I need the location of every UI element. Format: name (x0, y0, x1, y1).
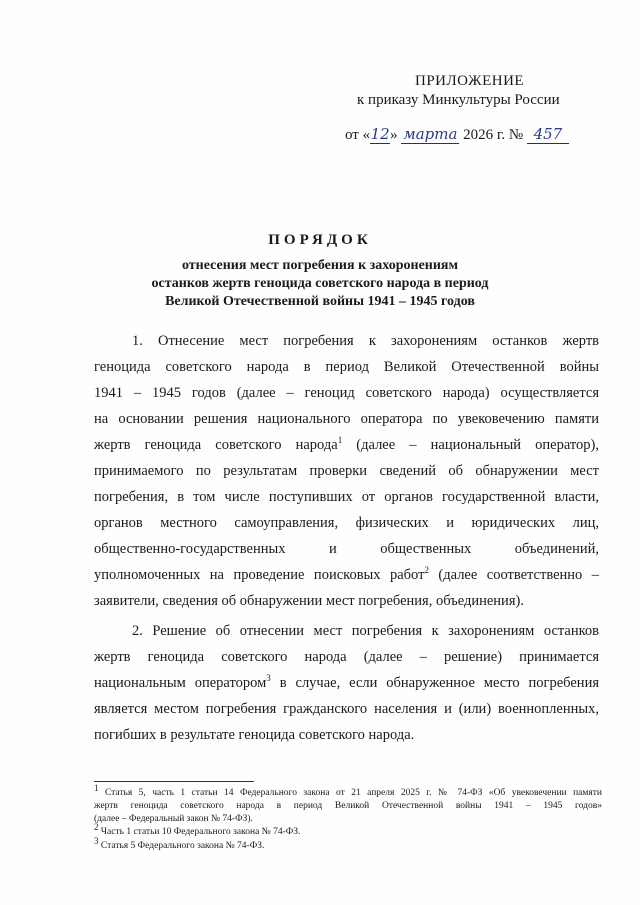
paragraph-line: 2. Решение об отнесении мест погребения к захоронениям останков (132, 623, 599, 639)
line-text: жертв геноцида советского народа (94, 437, 338, 453)
paragraph-line-with-footnote (94, 674, 599, 692)
appendix-label: ПРИЛОЖЕНИЕ (415, 73, 525, 89)
paragraph-line: погребения, в том числе поступивших от органов государственной власти, (94, 489, 599, 505)
handwritten-order-number: 457 (527, 125, 569, 144)
footnote-text: Статья 5 Федерального закона № 74-ФЗ. (100, 841, 265, 851)
footnote-1-continuation: (далее – Федеральный закон № 74-ФЗ). (94, 814, 253, 824)
footnote-ref-3[interactable]: 3 (266, 673, 271, 684)
subtitle-line: отнесения мест погребения к захоронениям (181, 258, 459, 273)
date-quote-close: » (390, 127, 398, 143)
line-text: уполномоченных на проведение поисковых работ (94, 567, 425, 583)
line-text: в случае, если обнаруженное место погребения (279, 675, 599, 691)
footnote-1 (94, 782, 602, 799)
subtitle-line: Великой Отечественной войны 1941 – 1945 годов (165, 294, 475, 309)
line-text: национальным оператором (94, 675, 267, 691)
footnote-ref-1[interactable]: 1 (337, 435, 343, 446)
handwritten-month: марта (403, 125, 458, 143)
footnote-divider (94, 781, 254, 782)
footnote-2 (94, 821, 602, 838)
line-text: (далее – национальный оператор), (356, 437, 599, 453)
paragraph-line: принимаемого по результатам проверки сведений об обнаружении мест (94, 463, 599, 479)
paragraph-line: геноцида советского народа в период Великой Отечественной войны (94, 359, 599, 375)
handwritten-day: 12 (370, 125, 390, 143)
paragraph-line: жертв геноцида советского народа (далее – решение) принимается (94, 649, 599, 665)
footnote-3 (94, 835, 602, 852)
paragraph-line: на основании решения национального оператора по увековечению памяти (94, 411, 599, 427)
order-reference: к приказу Минкультуры России (357, 92, 560, 108)
paragraph-line-with-footnote (94, 436, 599, 454)
footnote-text: Статья 5, часть 1 статьи 14 Федерального закона от 21 апреля 2025 г. № 74-ФЗ «Об увековечении памяти (104, 788, 602, 798)
order-date-line (345, 125, 569, 144)
paragraph-line: является местом погребения гражданского населения и (или) военнопленных, (94, 701, 599, 717)
document-title: ПОРЯДОК (268, 232, 372, 248)
footnote-ref-2[interactable]: 2 (424, 565, 429, 576)
paragraph-line: общественно-государственных и общественных объединений, (94, 541, 599, 557)
subtitle-line: останков жертв геноцида советского народа в период (151, 276, 489, 291)
paragraph-line: погибших в результате геноцида советского народа. (94, 727, 415, 743)
footnote-1-continuation: жертв геноцида советского народа в период Великой Отечественной войны 1941 – 1945 годов» (94, 801, 602, 811)
footnote-text: Часть 1 статьи 10 Федерального закона № 74-ФЗ. (100, 827, 301, 837)
paragraph-line: 1941 – 1945 годов (далее – геноцид советского народа) осуществляется (94, 385, 599, 401)
footnote-mark: 1 (94, 782, 99, 793)
date-prefix: от « (345, 127, 371, 143)
line-text: (далее соответственно – (438, 567, 599, 583)
date-year-label: 2026 г. № (463, 127, 524, 143)
paragraph-line: 1. Отнесение мест погребения к захоронениям останков жертв (132, 333, 599, 349)
footnote-mark: 3 (94, 835, 99, 846)
paragraph-line: заявители, сведения об обнаружении мест погребения, объединения). (94, 593, 524, 609)
paragraph-line: органов местного самоуправления, физических и юридических лиц, (94, 515, 599, 531)
footnote-mark: 2 (94, 821, 99, 832)
paragraph-line-with-footnote (94, 566, 599, 584)
